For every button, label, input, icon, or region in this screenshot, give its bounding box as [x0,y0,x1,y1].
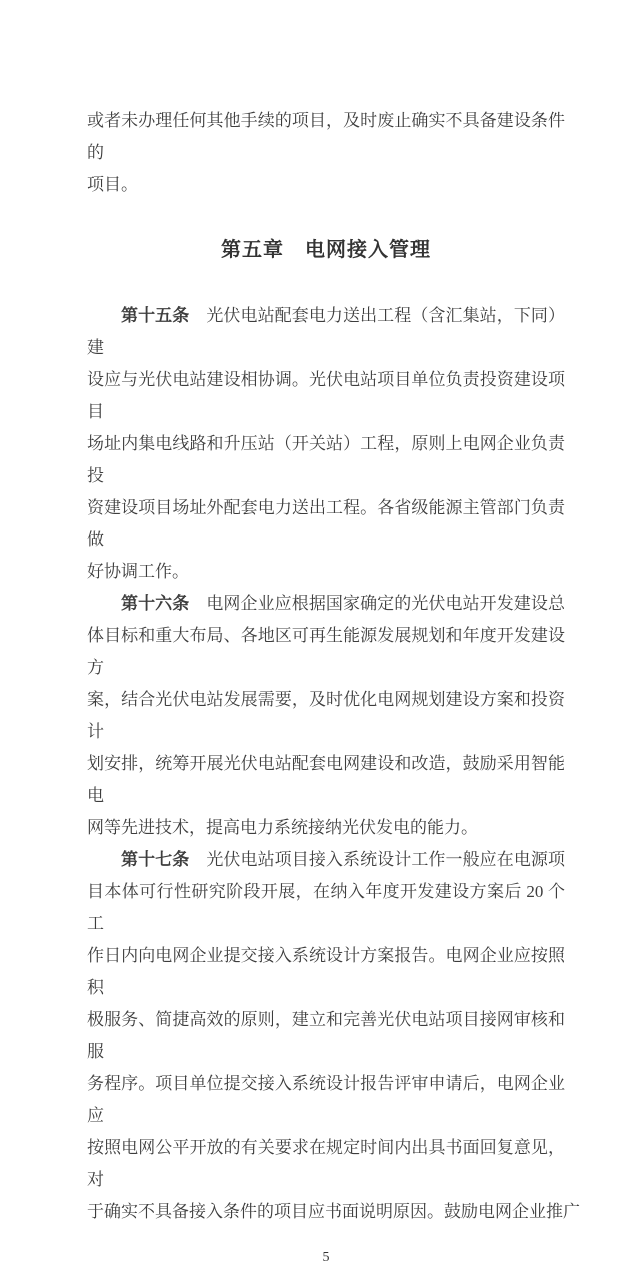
article-text: 电网企业应根据国家确定的光伏电站开发建设总 [206,594,566,613]
article-line: 务程序。项目单位提交接入系统设计报告评审申请后，电网企业应 [87,1074,565,1125]
article-first-line [87,300,565,364]
chapter-heading: 第五章 电网接入管理 [221,239,431,261]
article-first-line [87,844,565,876]
article-line: 资建设项目场址外配套电力送出工程。各省级能源主管部门负责做 [87,498,565,549]
article-first-line [87,588,565,620]
article-line: 划安排，统筹开展光伏电站配套电网建设和改造，鼓励采用智能电 [87,754,565,805]
article-line: 极服务、简捷高效的原则，建立和完善光伏电站项目接网审核和服 [87,1010,565,1061]
article-line: 作日内向电网企业提交接入系统设计方案报告。电网企业应按照积 [87,946,565,997]
article-line: 目本体可行性研究阶段开展，在纳入年度开发建设方案后 20 个工 [87,882,565,933]
article-number: 第十六条 [121,594,190,613]
article-line: 网等先进技术，提高电力系统接纳光伏发电的能力。 [87,818,478,837]
article-line: 体目标和重大布局、各地区可再生能源发展规划和年度开发建设方 [87,626,565,677]
continuation-line: 或者未办理任何其他手续的项目，及时废止确实不具备建设条件的 [87,111,565,162]
article-line: 按照电网公平开放的有关要求在规定时间内出具书面回复意见，对 [87,1138,565,1189]
article-line: 设应与光伏电站建设相协调。光伏电站项目单位负责投资建设项目 [87,370,565,421]
article-line: 于确实不具备接入条件的项目应书面说明原因。鼓励电网企业推广 [87,1202,580,1221]
article-line: 好协调工作。 [87,562,189,581]
continuation-line: 项目。 [87,175,138,194]
article-number: 第十七条 [121,850,190,869]
article-line: 案，结合光伏电站发展需要，及时优化电网规划建设方案和投资计 [87,690,565,741]
article-text: 光伏电站配套电力送出工程（含汇集站，下同）建 [87,306,566,357]
page-number: 5 [322,1250,330,1265]
article-number: 第十五条 [121,306,190,325]
article-line: 场址内集电线路和升压站（开关站）工程，原则上电网企业负责投 [87,434,565,485]
article-text: 光伏电站项目接入系统设计工作一般应在电源项 [206,850,566,869]
